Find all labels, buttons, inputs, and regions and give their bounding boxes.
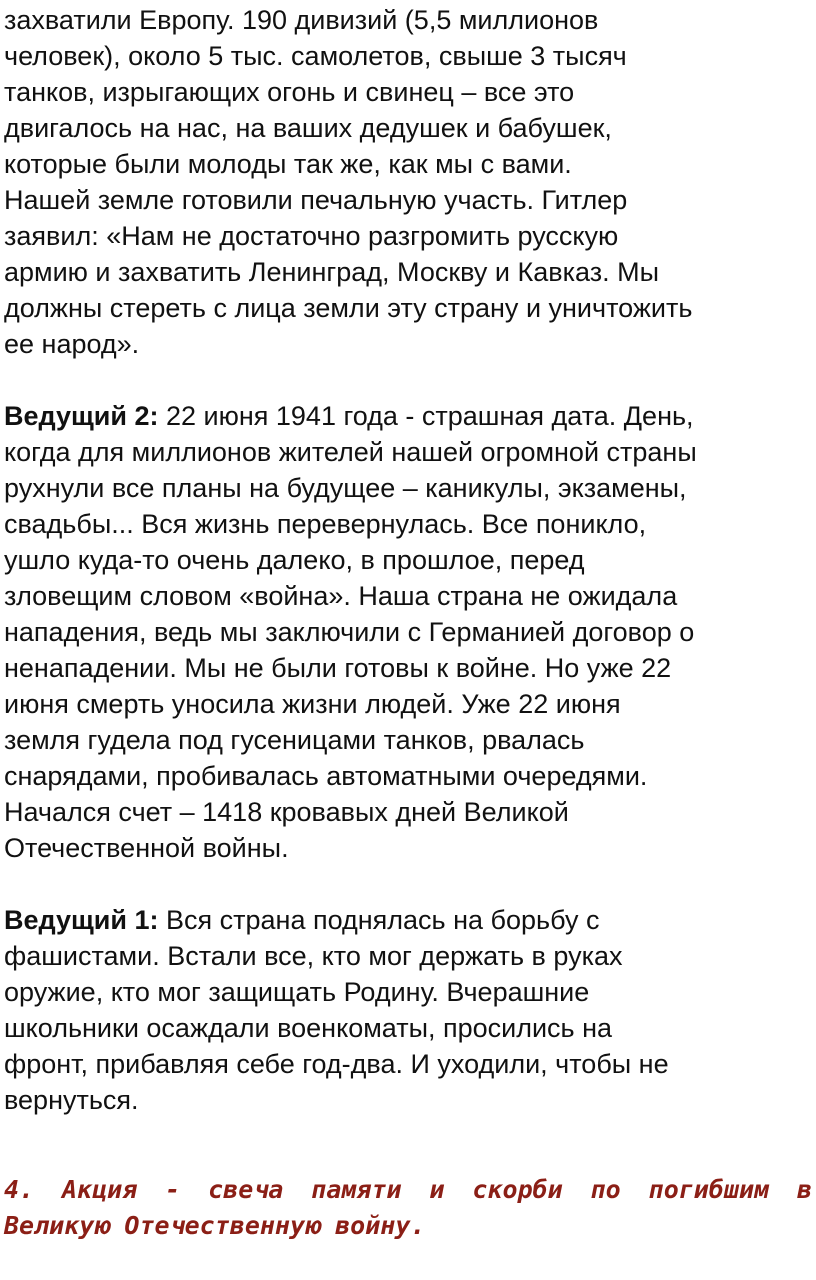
speaker-label-host-1: Ведущий 1: — [4, 905, 159, 935]
speech-text-host-2: 22 июня 1941 года - страшная дата. День, когда для миллионов жителей нашей огромной страны рухнули все планы на будущее – каникулы, экзамены, свадьбы... Вся жизнь перевернулась. Все поникло, ушло куда-то очень далеко, в прошлое, перед зловещим словом «война». Наша страна не ожидала нападения, ведь мы заключили с Германией договор о ненападении. Мы не были готовы к войне. Но уже 22 июня смерть уносила жизни людей. Уже 22 июня земля гудела под гусеницами танков, рвалась снарядами, пробивалась автоматными очередями. Начался счет – 1418 кровавых дней Великой Отечественной войны. — [4, 401, 697, 863]
speech-text-host-1: Вся страна поднялась на борьбу с фашистами. Встали все, кто мог держать в руках оружие, кто мог защищать Родину. Вчерашние школьники осаждали военкоматы, просились на фронт, прибавляя себе год-два. И уходили, чтобы не вернуться. — [4, 905, 669, 1115]
section-heading: 4. Акция - свеча памяти и скорби по погибшим в Великую Отечественную войну. — [4, 1175, 812, 1240]
paragraph-intro: захватили Европу. 190 дивизий (5,5 миллионов человек), около 5 тыс. самолетов, свыше 3 тысяч танков, изрыгающих огонь и свинец – все это двигалось на нас, на ваших дедушек и бабушек, которые были молоды так же, как мы с вами. Нашей земле готовили печальную участь. Гитлер заявил: «Нам не достаточно разгромить русскую армию и захватить Ленинград, Москву и Кавказ. Мы должны стереть с лица земли эту страну и уничтожить ее народ». — [4, 5, 693, 359]
paragraph-spacer — [4, 866, 812, 902]
speaker-label-host-2: Ведущий 2: — [4, 401, 159, 431]
paragraph-host-1 — [4, 902, 812, 1118]
document-page — [4, 2, 812, 1244]
paragraph-spacer — [4, 362, 812, 398]
section-spacer — [4, 1118, 812, 1172]
paragraph-host-2 — [4, 398, 812, 866]
